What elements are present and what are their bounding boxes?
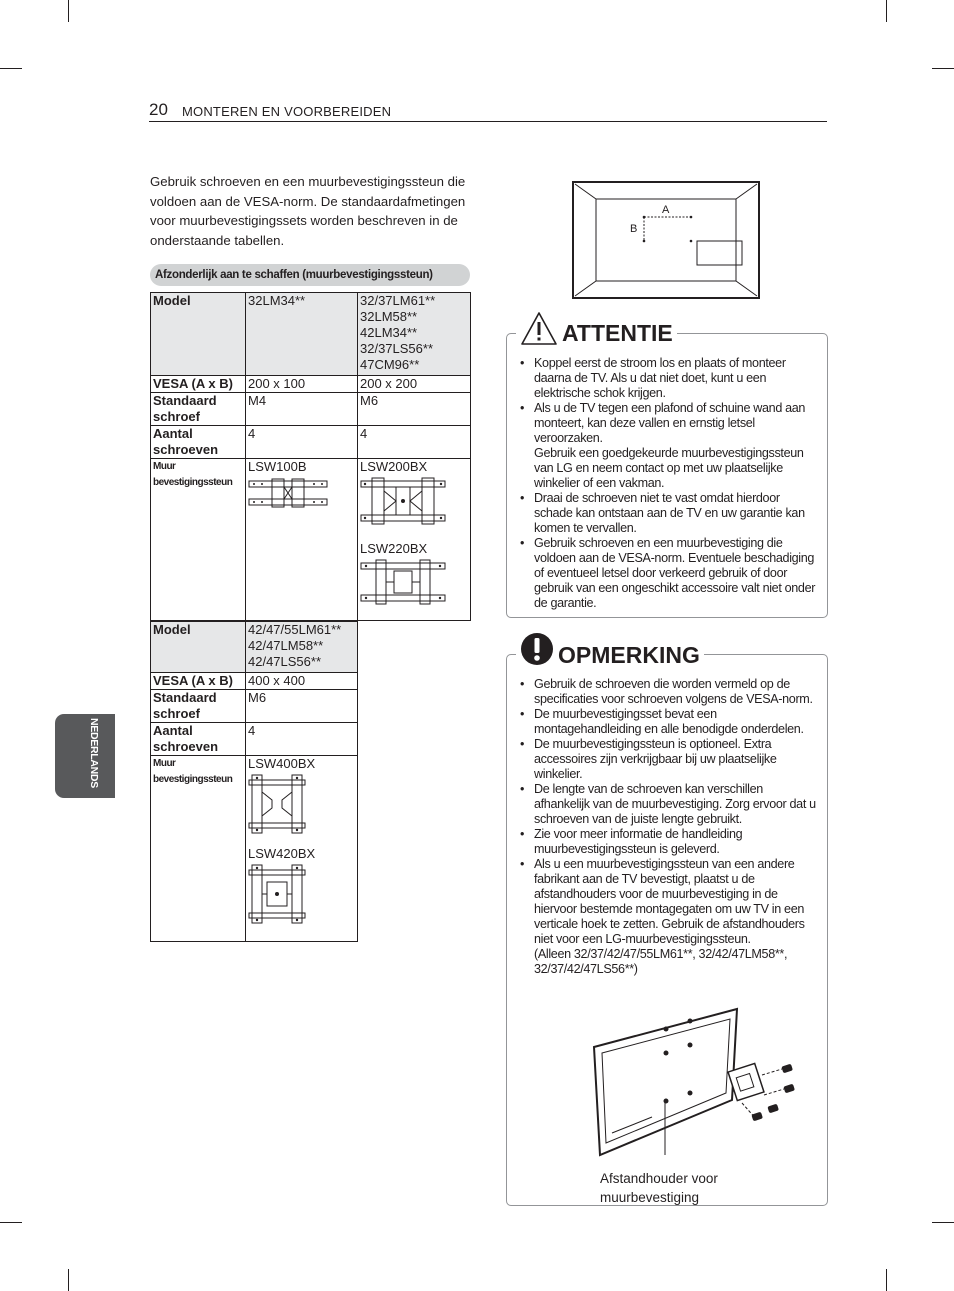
section-title: MONTEREN EN VOORBEREIDEN [182,104,392,119]
vesa-table-2 [150,621,471,942]
vesa-value: 400 x 400 [246,673,358,690]
model-line: 42/47/55LM61** [248,622,342,637]
screw-label: Standaard schroef [151,393,246,426]
bracket-label: Muur bevestigingssteun [151,459,246,621]
attentie-item: • Gebruik schroeven en een muurbevestiging die voldoen aan de VESA-norm. Eventuele beschadiging of eventueel letsel door verkeerd gebruik of door gebruik van een ongeschikt accessoire valt niet onder de garantie. [508,536,820,611]
model-line: 42/47LM58** [248,638,324,653]
attentie-item: • Koppel eerst de stroom los en plaats of monteer daarna de TV. Als u dat niet doet, kunt u een elektrische schok krijgen. [508,356,820,401]
screw-b: M6 [358,393,471,426]
attentie-item: • Als u de TV tegen een plafond of schuine wand aan monteert, kan deze vallen en ernstig letsel veroorzaken. Gebruik een goedgekeurde muurbevestigingssteun van LG en neem contact op met uw plaatselijke winkelier of een vakman. [508,401,820,491]
spacer-mounting-illustration [592,1005,807,1165]
note-exclamation-icon [519,631,555,667]
model-label: Model [151,293,246,376]
bracket-model-name: LSW420BX [248,846,316,861]
spacer-caption: Afstandhouder voor muurbevestiging [600,1171,718,1205]
bracket-model-name: LSW400BX [248,756,316,771]
language-tab-label: NEDERLANDS [88,718,100,788]
model-line: 42/47LS56** [248,654,322,669]
model-b-line: 32/37LM61** [360,293,436,308]
opmerking-title: OPMERKING [554,642,704,669]
model-b-line: 32/37LS56** [360,341,434,356]
tv-vesa-diagram [574,183,758,297]
screw-count-a: 4 [246,426,358,459]
opmerking-list [508,677,820,977]
attentie-item: • Draai de schroeven niet te vast omdat hierdoor schade kan ontstaan aan de TV en uw garantie kan komen te vervallen. [508,491,820,536]
vesa-a: 200 x 100 [246,376,358,393]
opmerking-item: • De muurbevestigingsset bevat een montagehandleiding en alle benodigde onderdelen. [508,707,820,737]
screw-a: M4 [246,393,358,426]
opmerking-item: • Gebruik de schroeven die worden vermeld op de specificaties voor schroeven volgens de VESA-norm. [508,677,820,707]
attentie-list [508,356,820,611]
purchase-separately-label: Afzonderlijk aan te schaffen (muurbevestigingssteun) [150,264,470,286]
header-rule [149,121,827,122]
opmerking-item: • De muurbevestigingssteun is optioneel. Extra accessoires zijn verkrijgbaar bij uw plaatselijke winkelier. [508,737,820,782]
vesa-table-1 [150,292,471,621]
lsw200bx-bracket-image [360,477,446,525]
opmerking-box [506,654,828,1206]
opmerking-item: • De lengte van de schroeven kan verschillen afhankelijk van de muurbevestiging. Zorg ervoor dat u schroeven van de juiste lengte gebruikt. [508,782,820,827]
bracket-model-name: LSW200BX [360,459,428,474]
language-tab [55,714,115,798]
lsw420bx-bracket-image [248,864,306,924]
vesa-label: VESA (A x B) [151,673,246,690]
model-b-line: 42LM34** [360,325,418,340]
intro-paragraph: Gebruik schroeven en een muurbevestigingssteun die voldoen aan de VESA-norm. De standaardafmetingen voor muurbevestigingssets worden beschreven in de onderstaande tabellen. [150,174,466,248]
bracket-label: Muur bevestigingssteun [151,756,246,942]
vesa-b: 200 x 200 [358,376,471,393]
lsw220bx-bracket-image [360,559,446,605]
dimension-a-label: A [662,204,670,216]
opmerking-item: • Zie voor meer informatie de handleiding muurbevestigingssteun is geleverd. [508,827,820,857]
bracket-b [358,459,471,621]
model-a: 32LM34** [246,293,358,376]
opmerking-item: • Als u een muurbevestigingssteun van een andere fabrikant aan de TV bevestigt, plaatst u de afstandhouders voor de muurbevestiging in de hiervoor bestemde montagegaten om uw TV in een verticale hoek te zetten. Gebruik de afstandhouders niet voor een LG-muurbevestigingssteun. (Alleen 32/37/42/47/55LM61**, 32/42/47LM58**, 32/37/42/47LS56**) [508,857,820,977]
model-b [358,293,471,376]
attentie-heading [516,310,672,350]
model-label: Model [151,622,246,673]
bracket-a [246,459,358,621]
attentie-box [506,333,828,618]
screw-label: Standaard schroef [151,690,246,723]
screw-count-b: 4 [358,426,471,459]
page-number: 20 [149,100,168,119]
model-list [246,622,358,673]
screw-count-label: Aantal schroeven [151,723,246,756]
model-b-line: 32LM58** [360,309,418,324]
tv-back-diagram [572,181,760,299]
lsw100b-bracket-image [248,477,328,509]
warning-triangle-icon [519,310,559,348]
bracket-model-name: LSW100B [248,459,307,474]
attentie-title: ATTENTIE [558,320,677,347]
bracket-cell [246,756,358,942]
opmerking-heading [516,629,700,673]
screw-count-label: Aantal schroeven [151,426,246,459]
screw-count-value: 4 [246,723,358,756]
lsw400bx-bracket-image [248,774,306,834]
model-b-line: 47CM96** [360,357,420,372]
screw-value: M6 [246,690,358,723]
bracket-model-name: LSW220BX [360,541,428,556]
dimension-b-label: B [630,223,638,235]
vesa-label: VESA (A x B) [151,376,246,393]
